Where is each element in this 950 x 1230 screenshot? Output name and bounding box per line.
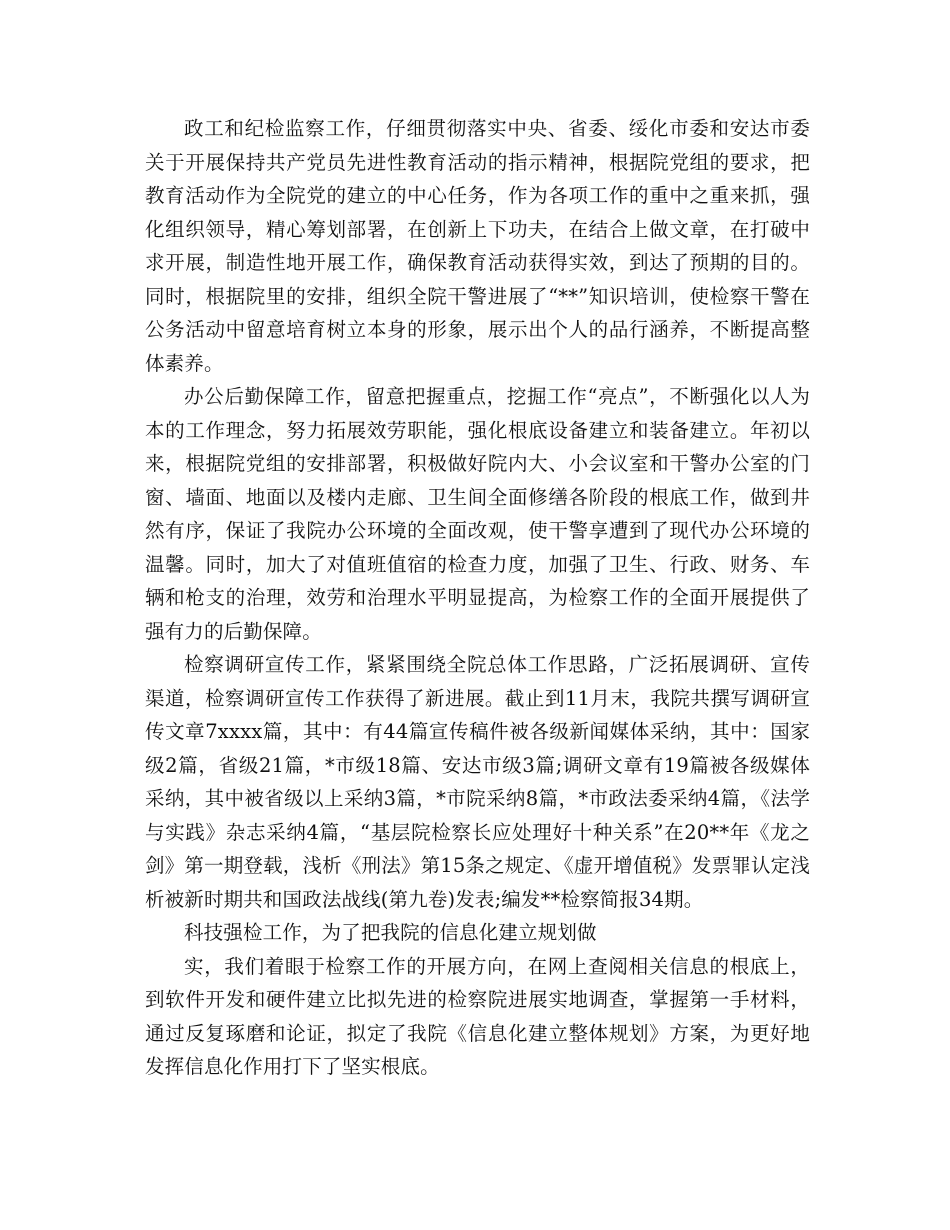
document-page xyxy=(145,112,810,1084)
paragraph-political-work: 政工和纪检监察工作，仔细贯彻落实中央、省委、绥化市委和安达市委关于开展保持共产党员先进性教育活动的指示精神，根据院党组的要求，把教育活动作为全院党的建立的中心任务，作为各项工作的重中之重来抓，强化组织领导，精心筹划部署，在创新上下功夫，在结合上做文章，在打破中求开展，制造性地开展工作，确保教育活动获得实效，到达了预期的目的。同时，根据院里的安排，组织全院干警进展了“**”知识培训，使检察干警在公务活动中留意培育树立本身的形象，展示出个人的品行涵养，不断提高整体素养。 xyxy=(145,117,810,375)
paragraph-logistics-work: 办公后勤保障工作，留意把握重点，挖掘工作“亮点”，不断强化以人为本的工作理念，努力拓展效劳职能，强化根底设备建立和装备建立。年初以来，根据院党组的安排部署，积极做好院内大、小会议室和干警办公室的门窗、墙面、地面以及楼内走廊、卫生间全面修缮各阶段的根底工作，做到井然有序，保证了我院办公环境的全面改观，使干警享遭到了现代办公环境的温馨。同时，加大了对值班值宿的检查力度，加强了卫生、行政、财务、车辆和枪支的治理，效劳和治理水平明显提高，为检察工作的全面开展提供了强有力的后勤保障。 xyxy=(145,385,810,643)
paragraph-technology-work: 实，我们着眼于检察工作的开展方向，在网上查阅相关信息的根底上，到软件开发和硬件建立比拟先进的检察院进展实地调查，掌握第一手材料，通过反复琢磨和论证，拟定了我院《信息化建立整体规划》方案，为更好地发挥信息化作用打下了坚实根底。 xyxy=(145,954,810,1078)
paragraph-research-publicity: 检察调研宣传工作，紧紧围绕全院总体工作思路，广泛拓展调研、宣传渠道，检察调研宣传工作获得了新进展。截止到11月末，我院共撰写调研宣传文章7xxxx篇，其中：有44篇宣传稿件被各级新闻媒体采纳，其中：国家级2篇，省级21篇，*市级18篇、安达市级3篇;调研文章有19篇被各级媒体采纳，其中被省级以上采纳3篇，*市院采纳8篇，*市政法委采纳4篇，《法学与实践》杂志采纳4篇，“基层院检察长应处理好十种关系”在20**年《龙之剑》第一期登载，浅析《刑法》第15条之规定、《虚开增值税》发票罪认定浅析被新时期共和国政法战线(第九卷)发表;编发**检察简报34期。 xyxy=(145,653,810,911)
paragraph-technology-heading: 科技强检工作，为了把我院的信息化建立规划做 xyxy=(184,921,597,944)
